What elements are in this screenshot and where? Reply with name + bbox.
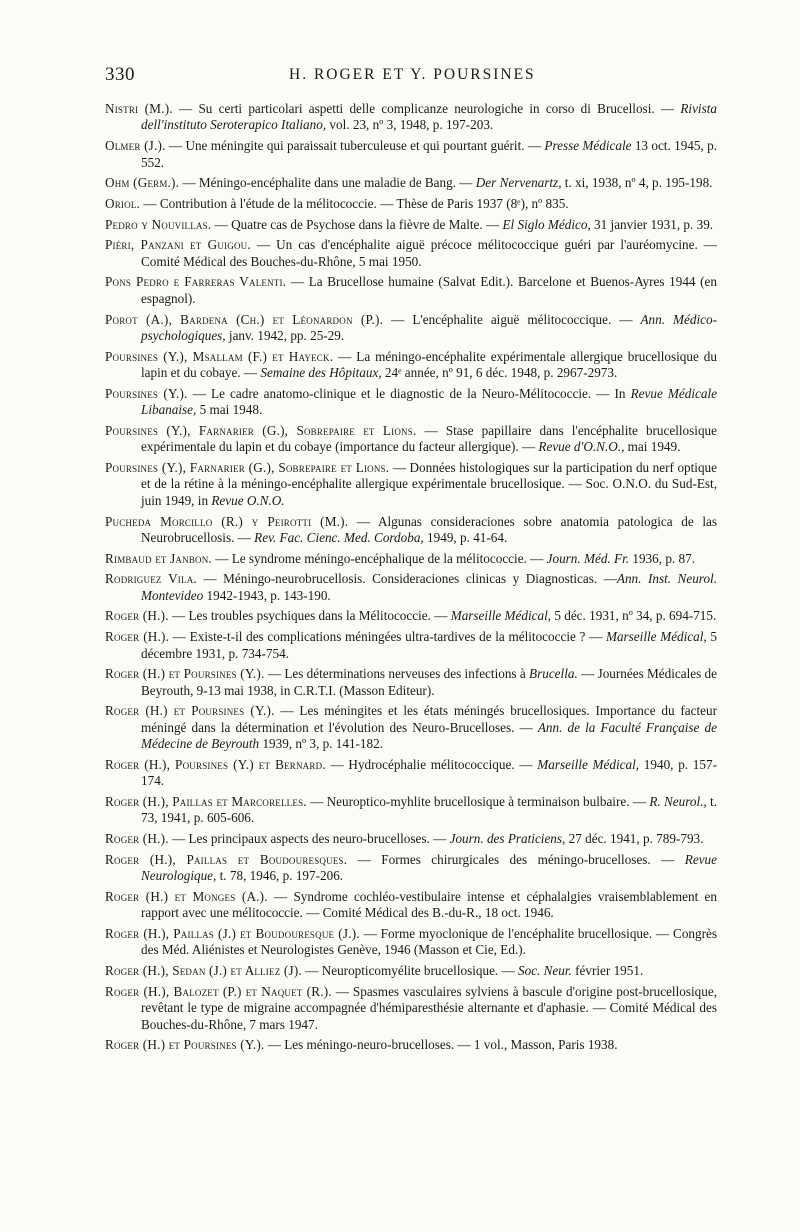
entry-author: Rodriguez Vila. xyxy=(105,571,197,587)
entry-author: Pedro y Nouvillas. xyxy=(105,216,212,232)
entry-source: Brucella. xyxy=(529,666,578,682)
entry-source: Marseille Médical, xyxy=(605,629,707,645)
entry-author: Pucheda Morcillo (R.) y Peirotti (M.). xyxy=(105,513,349,529)
entry-author: Ohm (Germ.). xyxy=(105,175,180,191)
entry-details: 5 mai 1948. xyxy=(196,402,263,418)
entry-author: Poursines (Y.), Farnarier (G.), Sobrepaire et Lions. xyxy=(105,422,417,438)
entry-author: Oriol. xyxy=(105,195,141,211)
entry-author: Roger (H.), Poursines (Y.) et Bernard. xyxy=(105,756,326,772)
entry-author: Roger (H.), Sedan (J.) et Alliez (J). xyxy=(105,963,302,979)
entry-details: t. 78, 1946, p. 197-206. xyxy=(216,868,344,884)
entry-source: El Siglo Médico, xyxy=(502,216,591,232)
bibliography-entry xyxy=(105,514,717,547)
entry-author: Roger (H.) et Poursines (Y.). xyxy=(105,666,265,682)
entry-text: — Données histologiques sur la participation du nerf optique et de la rétine à la méningo-encéphalite allergique expérimentale brucellosique. — Soc. O.N.O. du Sud-Est, juin 1949, in xyxy=(141,459,718,508)
entry-text: — Forme myoclonique de l'encéphalite brucellosique. — Congrès des Méd. Aliénistes et Neurologistes Genève, 1946 (Masson et Cie, Ed.). xyxy=(141,926,717,958)
entry-source: Presse Médicale xyxy=(544,138,632,154)
entry-author: Piéri, Panzani et Guigou. xyxy=(105,237,251,253)
entry-source: Ann. de la Faculté Française de Médecine de Beyrouth xyxy=(141,719,717,752)
entry-details: janv. 1942, pp. 25-29. xyxy=(225,327,345,343)
entry-text: — Méningo-neurobrucellosis. Consideraciones clinicas y Diagnosticas. — xyxy=(196,571,617,587)
entry-details: 31 janvier 1931, p. 39. xyxy=(590,216,714,232)
entry-author: Poursines (Y.), Farnarier (G.), Sobrepaire et Lions. xyxy=(105,459,390,475)
entry-source: Revue d'O.N.O., xyxy=(538,439,625,455)
bibliography-entry xyxy=(105,196,717,212)
entry-text: — Neuropticomyélite brucellosique. — xyxy=(301,963,518,979)
entry-details: 1940, p. 157-174. xyxy=(141,756,717,789)
entry-source: Journ. Méd. Fr. xyxy=(546,550,630,566)
bibliography-entry xyxy=(105,629,717,662)
bibliography-entry xyxy=(105,757,717,790)
entry-author: Poursines (Y.), Msallam (F.) et Hayeck. xyxy=(105,348,334,364)
entry-author: Roger (H.) et Monges (A.). xyxy=(105,888,268,904)
entry-details: 5 décembre 1931, p. 734-754. xyxy=(141,629,718,661)
entry-text: — Su certi particolari aspetti delle complicanze neurologiche in corso di Brucellosi. — xyxy=(172,101,681,116)
entry-text: — Contribution à l'étude de la mélitococcie. — Thèse de Paris 1937 (8ᵉ), nº 835. xyxy=(140,195,569,211)
entry-source: Revue O.N.O. xyxy=(211,492,285,508)
entry-text: — L'encéphalite aiguë mélitococcique. — xyxy=(383,311,641,327)
bibliography-entry xyxy=(105,551,717,567)
entry-details: — Journées Médicales de Beyrouth, 9-13 mai 1938, in C.R.T.I. (Masson Editeur). xyxy=(141,666,717,698)
bibliography-entry xyxy=(105,274,717,307)
entry-text: — La Brucellose humaine (Salvat Edit.). Barcelone et Buenos-Ayres 1944 (en espagnol). xyxy=(141,274,717,306)
entry-text: — Hydrocéphalie mélitococcique. — xyxy=(325,756,538,772)
entry-source: Rivista dell'instituto Seroterapico Italiano, xyxy=(141,101,717,133)
bibliography-entry xyxy=(105,423,717,456)
entry-author: Roger (H.), Paillas et Boudouresques. xyxy=(105,851,348,867)
entry-author: Olmer (J.). xyxy=(105,138,166,154)
entry-details: février 1951. xyxy=(571,963,644,979)
entry-source: Journ. des Praticiens, xyxy=(449,831,566,847)
entry-details: t. 73, 1941, p. 605-606. xyxy=(141,793,718,826)
bibliography-entry xyxy=(105,1037,717,1053)
bibliography-entry xyxy=(105,703,717,752)
entry-author: Nistri (M.). xyxy=(105,101,173,116)
entry-text: — Méningo-encéphalite dans une maladie de Bang. — xyxy=(179,175,476,191)
entry-details: 24ᵉ année, nº 91, 6 déc. 1948, p. 2967-2973. xyxy=(381,365,618,381)
entry-author: Roger (H.) et Poursines (Y.). xyxy=(105,1037,265,1053)
bibliography-entry xyxy=(105,386,717,419)
entry-text: — Une méningite qui paraissait tuberculeuse et qui pourtant guérit. — xyxy=(165,138,545,154)
entry-text: — Un cas d'encéphalite aiguë précoce mélitococcique guéri par l'auréomycine. — Comité Médical des Bouches-du-Rhône, 5 mai 1950. xyxy=(141,237,717,269)
entry-text: — Les méningites et les états méningés brucellosiques. Importance du facteur méningé dans la détermination et l'évolution des Neuro-Brucelloses. — xyxy=(141,703,718,735)
entry-details: 1942-1943, p. 143-190. xyxy=(203,587,331,603)
entry-author: Porot (A.), Bardena (Ch.) et Léonardon (P.). xyxy=(105,311,384,327)
entry-details: 27 déc. 1941, p. 789-793. xyxy=(565,831,704,847)
bibliography-entry xyxy=(105,963,717,979)
entry-source: Marseille Médical, xyxy=(537,756,640,772)
entry-details: t. xi, 1938, nº 4, p. 195-198. xyxy=(561,175,713,191)
entry-author: Rimbaud et Janbon. xyxy=(105,550,212,566)
entry-source: Revue Médicale Libanaise, xyxy=(141,385,717,418)
bibliography-entry xyxy=(105,889,717,922)
entry-author: Roger (H.), Paillas (J.) et Boudouresque (J.). xyxy=(105,926,360,941)
bibliography-entry xyxy=(105,217,717,233)
entry-author: Roger (H.). xyxy=(105,608,169,624)
entry-text: — Syndrome cochléo-vestibulaire intense et céphalalgies vraisemblablement en rapport avec une mélitococcie. — Comité Médical des B.-du-R., 18 oct. 1946. xyxy=(141,888,717,921)
bibliography-entry xyxy=(105,237,717,270)
bibliography-entry xyxy=(105,852,717,885)
entry-source: Rev. Fac. Cienc. Med. Cordoba, xyxy=(254,529,424,545)
entry-source: Ann. Médico-psychologiques, xyxy=(141,311,717,343)
entry-details: 1949, p. 41-64. xyxy=(423,529,508,545)
page-number: 330 xyxy=(105,64,135,85)
entry-text: — Le syndrome méningo-encéphalique de la mélitococcie. — xyxy=(211,550,547,566)
entry-text: — Algunas consideraciones sobre anatomia patologica de las Neurobrucellosis. — xyxy=(141,513,717,545)
entry-details: 1939, nº 3, p. 141-182. xyxy=(259,736,384,752)
entry-source: R. Neurol., xyxy=(649,793,707,809)
bibliography-entry xyxy=(105,175,717,191)
entry-text: — Formes chirurgicales des méningo-brucelloses. — xyxy=(347,851,685,867)
entry-text: — Les méningo-neuro-brucelloses. — 1 vol., Masson, Paris 1938. xyxy=(264,1037,618,1053)
entry-source: Marseille Médical, xyxy=(450,608,552,624)
running-head: H. ROGER ET Y. POURSINES xyxy=(289,66,536,83)
bibliography-entry xyxy=(105,794,717,827)
entry-source: Der Nervenartz, xyxy=(475,175,562,191)
entry-details: 1936, p. 87. xyxy=(629,550,695,566)
entry-text: — Stase papillaire dans l'encéphalite brucellosique expérimentale du lapin et du cobaye (importance du facteur allergique). — xyxy=(141,422,717,455)
bibliography-entry xyxy=(105,138,717,171)
entry-source: Soc. Neur. xyxy=(518,963,572,979)
bibliography-entry xyxy=(105,460,717,509)
bibliography-list xyxy=(105,101,717,1058)
entry-text: — Spasmes vasculaires sylviens à bascule d'origine post-brucellosique, revêtant le type de migraine accompagnée d'hémiparesthésie alternante et d'aphasie. — Comité Médical des Bouches-du-Rhône, 7 mars 1947. xyxy=(141,983,717,1032)
bibliography-entry xyxy=(105,349,717,382)
page-header xyxy=(105,64,717,88)
entry-text: — Quatre cas de Psychose dans la fièvre de Malte. — xyxy=(211,216,503,232)
bibliography-entry xyxy=(105,926,717,959)
entry-details: 13 oct. 1945, p. 552. xyxy=(141,138,717,170)
bibliography-entry xyxy=(105,831,717,847)
entry-details: mai 1949. xyxy=(624,439,681,455)
entry-author: Roger (H.), Paillas et Marcorelles. xyxy=(105,793,307,809)
entry-author: Roger (H.) et Poursines (Y.). xyxy=(105,703,275,719)
bibliography-entry xyxy=(105,608,717,624)
entry-source: Semaine des Hôpitaux, xyxy=(260,365,382,381)
entry-text: — Les troubles psychiques dans la Mélitococcie. — xyxy=(168,608,451,624)
entry-text: — Les déterminations nerveuses des infections à xyxy=(264,666,530,682)
entry-source: Revue Neurologique, xyxy=(141,851,717,884)
bibliography-entry xyxy=(105,666,717,699)
entry-text: — Existe-t-il des complications méningées ultra-tardives de la mélitococcie ? — xyxy=(169,629,606,645)
entry-author: Roger (H.), Balozet (P.) et Naquet (R.). xyxy=(105,983,332,999)
entry-text: — Les principaux aspects des neuro-brucelloses. — xyxy=(168,831,450,847)
entry-author: Roger (H.). xyxy=(105,831,169,847)
entry-author: Roger (H.). xyxy=(105,629,170,645)
entry-details: vol. 23, nº 3, 1948, p. 197-203. xyxy=(326,117,494,133)
entry-text: — Neuroptico-myhlite brucellosique à terminaison bulbaire. — xyxy=(306,793,650,809)
bibliography-entry xyxy=(105,571,717,604)
entry-source: Ann. Inst. Neurol. Montevideo xyxy=(141,571,718,603)
entry-text: — Le cadre anatomo-clinique et le diagnostic de la Neuro-Mélitococcie. — In xyxy=(187,385,631,401)
entry-author: Poursines (Y.). xyxy=(105,385,188,401)
bibliography-entry xyxy=(105,101,717,134)
bibliography-entry xyxy=(105,984,717,1033)
entry-author: Pons Pedro e Farreras Valenti. xyxy=(105,274,287,290)
entry-details: 5 déc. 1931, nº 34, p. 694-715. xyxy=(551,608,717,624)
entry-text: — La méningo-encéphalite expérimentale allergique brucellosique du lapin et du cobaye. — xyxy=(141,348,717,381)
bibliography-entry xyxy=(105,312,717,345)
